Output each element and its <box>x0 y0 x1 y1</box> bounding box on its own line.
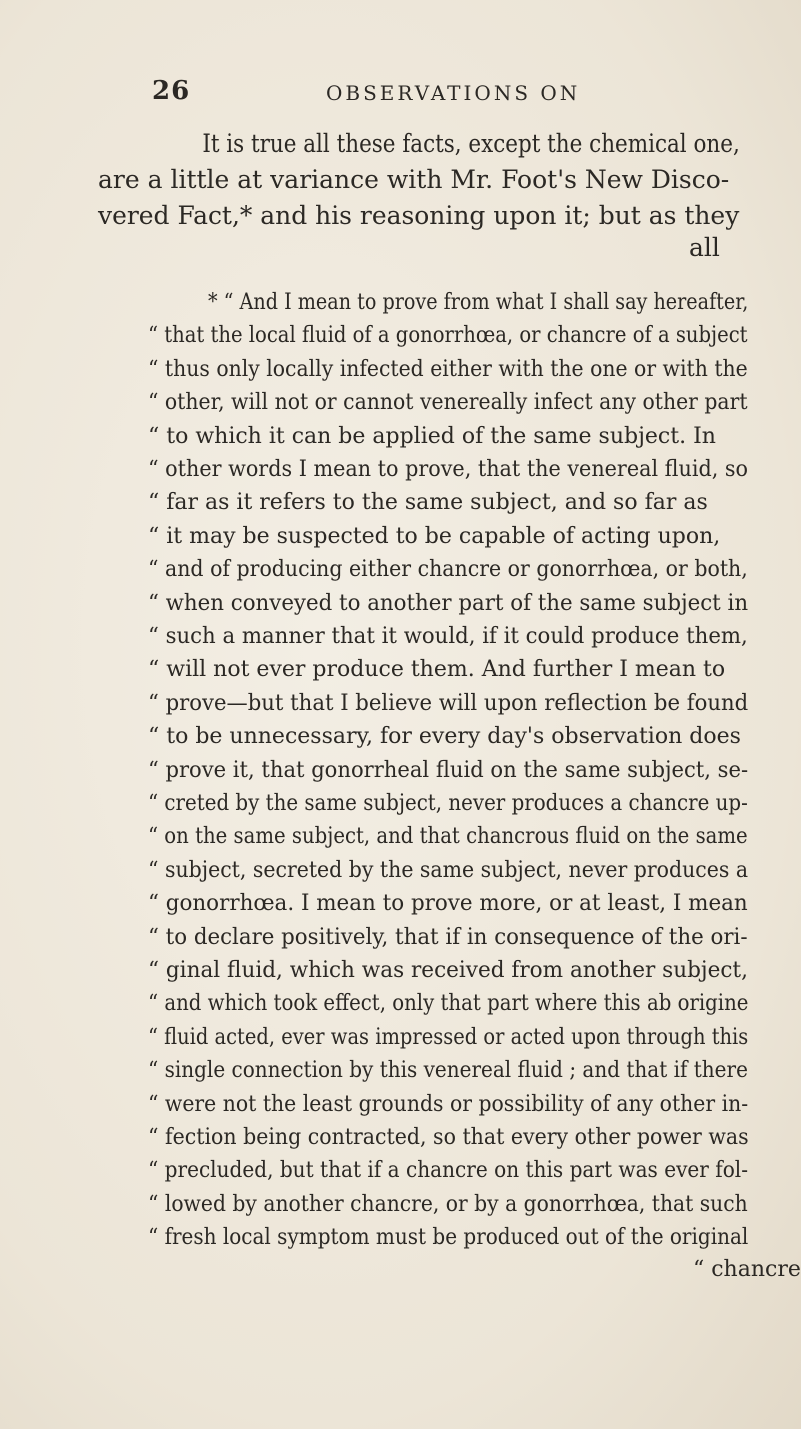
page-number: 26 <box>152 76 191 106</box>
footnote-line: “ that the local fluid of a gonorrhœa, or chancre of a subject <box>148 323 748 349</box>
main-text-line: are a little at variance with Mr. Foot's New Disco- <box>98 165 730 194</box>
main-text <box>98 126 740 234</box>
main-text-line: vered Fact,* and his reasoning upon it; but as they <box>98 201 740 230</box>
footnote-line: “ far as it refers to the same subject, and so far as <box>148 490 708 516</box>
footnote-line: “ other, will not or cannot venereally infect any other part <box>148 390 748 416</box>
footnote-line: “ to be unnecessary, for every day's observation does <box>148 724 741 750</box>
footnote-line: “ and of producing either chancre or gonorrhœa, or both, <box>148 557 748 583</box>
footnote-line: “ ginal fluid, which was received from another subject, <box>148 958 748 983</box>
footnote-line: “ creted by the same subject, never produces a chancre up- <box>148 791 748 816</box>
footnote-line: “ precluded, but that if a chancre on this part was ever fol- <box>148 1158 748 1184</box>
footnote-line: “ fresh local symptom must be produced out of the original <box>148 1225 749 1251</box>
main-text-line: It is true all these facts, except the chemical one, <box>202 129 740 158</box>
footnote-line: “ to declare positively, that if in consequence of the ori- <box>148 924 748 950</box>
footnote-line: “ such a manner that it would, if it could produce them, <box>148 624 748 649</box>
footnote-line: “ thus only locally infected either with the one or with the <box>148 356 748 382</box>
footnote-line: “ single connection by this venereal fluid ; and that if there <box>148 1058 748 1084</box>
footnote-line: “ prove it, that gonorrheal fluid on the same subject, se- <box>148 757 749 783</box>
footnote-line: “ subject, secreted by the same subject, never produces a <box>148 857 749 883</box>
page-header <box>0 76 801 116</box>
footnote-line: “ gonorrhœa. I mean to prove more, or at least, I mean <box>148 891 748 917</box>
footnote-line: “ were not the least grounds or possibility of any other in- <box>148 1091 749 1117</box>
footnote-line: “ when conveyed to another part of the same subject in <box>148 590 749 616</box>
footnote-line: “ prove—but that I believe will upon reflection be found <box>148 690 749 716</box>
footnote-catchword: “ chancre <box>693 1257 801 1282</box>
running-head: OBSERVATIONS ON <box>326 81 581 105</box>
footnote-line: * “ And I mean to prove from what I shall say hereafter, <box>208 290 749 315</box>
footnote-line: “ fluid acted, ever was impressed or acted upon through this <box>148 1024 749 1050</box>
footnote-line: “ will not ever produce them. And further I mean to <box>148 657 726 683</box>
footnote-line: “ fection being contracted, so that every other power was <box>148 1125 749 1150</box>
footnote-line: “ it may be suspected to be capable of acting upon, <box>148 523 721 549</box>
footnote-line: “ to which it can be applied of the same subject. In <box>148 423 716 449</box>
footnote-line: “ on the same subject, and that chancrous fluid on the same <box>148 824 748 850</box>
footnote-line: “ and which took effect, only that part where this ab origine <box>148 991 749 1017</box>
footnote-line: “ lowed by another chancre, or by a gonorrhœa, that such <box>148 1191 748 1217</box>
catchword: all <box>689 233 720 262</box>
footnote-line: “ other words I mean to prove, that the venereal fluid, so <box>148 457 749 482</box>
